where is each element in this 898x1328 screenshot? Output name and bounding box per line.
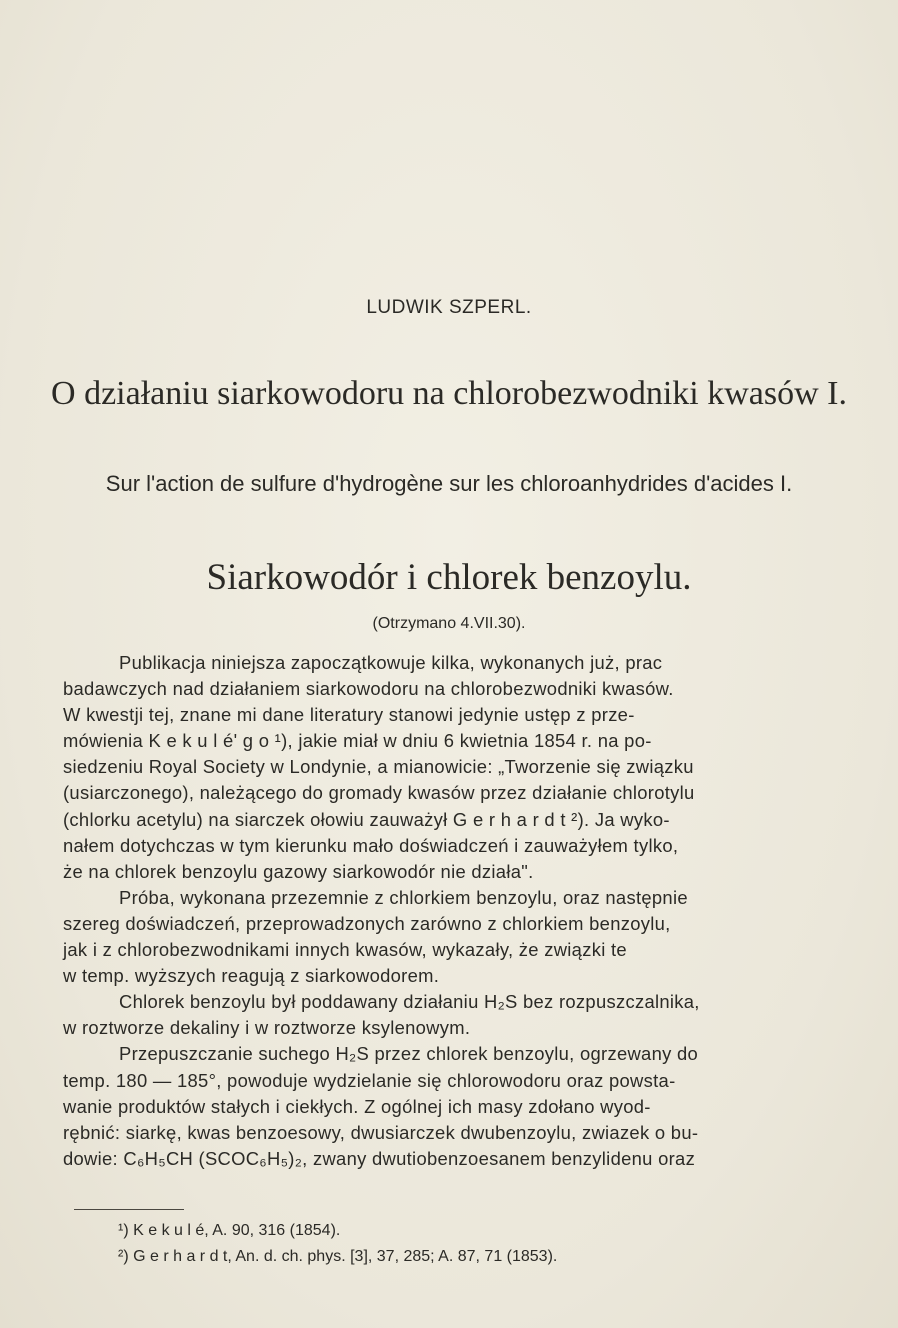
- footnote-divider: [74, 1209, 184, 1210]
- article-title: O działaniu siarkowodoru na chlorobezwodniki kwasów I.: [51, 375, 847, 412]
- body-line: badawczych nad działaniem siarkowodoru na chlorobezwodniki kwasów.: [63, 678, 674, 700]
- received-date: (Otrzymano 4.VII.30).: [372, 615, 526, 632]
- french-subtitle: Sur l'action de sulfure d'hydrogène sur les chloroanhydrides d'acides I.: [105, 471, 793, 496]
- body-line: wanie produktów stałych i ciekłych. Z ogólnej ich masy zdołano wyod-: [63, 1095, 651, 1117]
- body-line: w roztworze dekaliny i w roztworze ksylenowym.: [63, 1017, 471, 1039]
- body-line: Publikacja niniejsza zapoczątkowuje kilka, wykonanych już, prac: [119, 652, 663, 673]
- body-line: Próba, wykonana przezemnie z chlorkiem benzoylu, oraz następnie: [119, 886, 688, 908]
- body-line: rębnić: siarkę, kwas benzoesowy, dwusiarczek dwubenzoylu, zwiazek o bu-: [63, 1121, 699, 1143]
- body-line: W kwestji tej, znane mi dane literatury stanowi jedynie ustęp z prze-: [63, 704, 635, 726]
- footnote: ²) G e r h a r d t, An. d. ch. phys. [3], 37, 285; A. 87, 71 (1853).: [118, 1248, 558, 1265]
- body-line: dowie: C₆H₅CH (SCOC₆H₅)₂, zwany dwutiobenzoesanem benzylidenu oraz: [63, 1147, 696, 1169]
- footnote: ¹) K e k u l é, A. 90, 316 (1854).: [118, 1222, 341, 1239]
- body-line: siedzeniu Royal Society w Londynie, a mianowicie: „Tworzenie się związku: [63, 756, 694, 778]
- body-line: jak i z chlorobezwodnikami innych kwasów, wykazały, że związki te: [63, 939, 627, 961]
- author-name: LUDWIK SZPERL.: [366, 297, 532, 318]
- body-line: mówienia K e k u l é' g o ¹), jakie miał w dniu 6 kwietnia 1854 r. na po-: [63, 730, 652, 752]
- section-title: Siarkowodór i chlorek benzoylu.: [206, 557, 692, 598]
- body-line: nałem dotychczas w tym kierunku mało doświadczeń i zauważyłem tylko,: [63, 834, 679, 856]
- footnotes: [118, 1218, 557, 1270]
- body-line: (chlorku acetylu) na siarczek ołowiu zauważył G e r h a r d t ²). Ja wyko-: [63, 808, 670, 830]
- body-line: Chlorek benzoylu był poddawany działaniu H₂S bez rozpuszczalnika,: [119, 991, 700, 1013]
- body-line: szereg doświadczeń, przeprowadzonych zarówno z chlorkiem benzoylu,: [63, 912, 671, 934]
- body-text: [63, 650, 835, 1172]
- body-line: w temp. wyższych reagują z siarkowodorem.: [63, 965, 440, 987]
- body-line: temp. 180 — 185°, powoduje wydzielanie się chlorowodoru oraz powsta-: [63, 1069, 676, 1091]
- body-line: że na chlorek benzoylu gazowy siarkowodór nie działa".: [63, 860, 534, 882]
- body-line: (usiarczonego), należącego do gromady kwasów przez działanie chlorotylu: [63, 782, 695, 804]
- body-line: Przepuszczanie suchego H₂S przez chlorek benzoylu, ogrzewany do: [119, 1043, 699, 1065]
